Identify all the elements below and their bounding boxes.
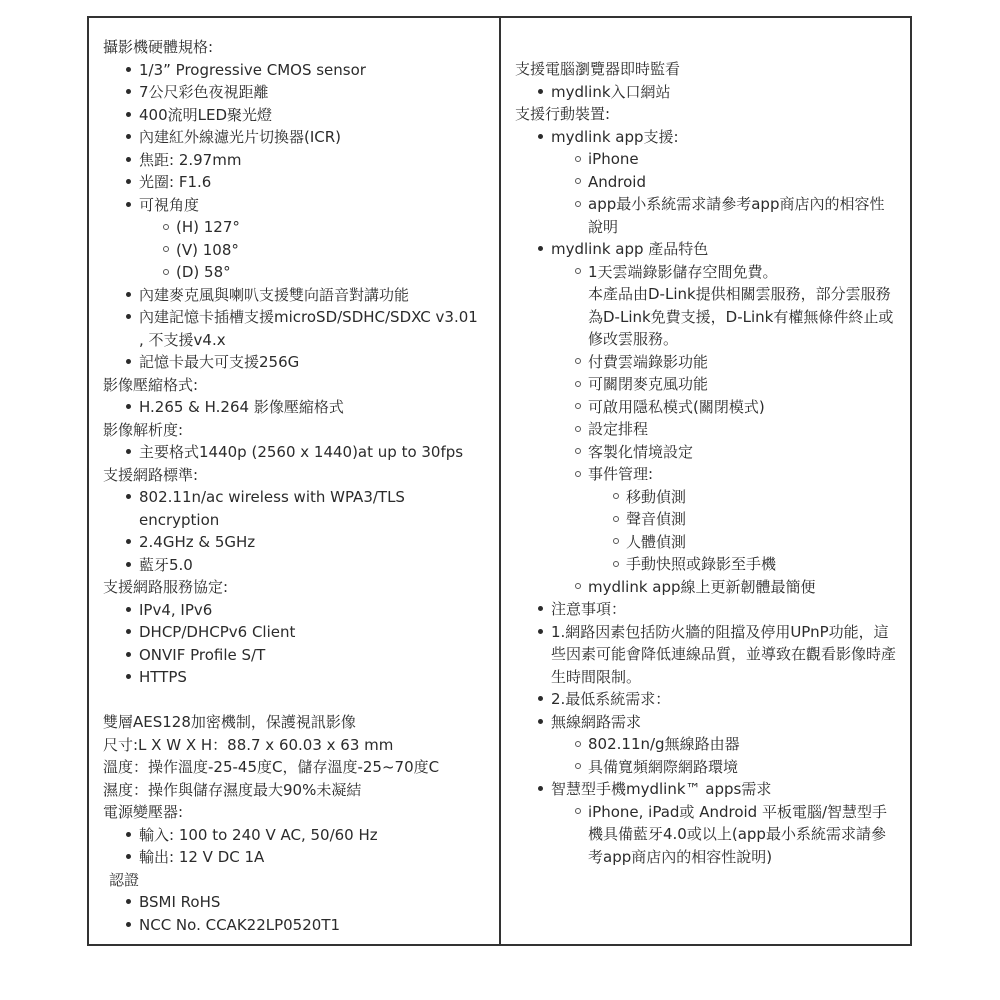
list-item: 7公尺彩色夜視距離: [103, 81, 499, 104]
list-item: 內建紅外線濾光片切換器(ICR): [103, 126, 499, 149]
list-item: 2.最低系統需求：: [515, 688, 910, 711]
list-item: 可啟用隱私模式(關閉模式): [551, 396, 910, 419]
resolution-list: [103, 441, 499, 464]
list-item: 智慧型手機mydlink™ apps需求 iPhone, iPad或 Android 平板電腦/智慧型手 機具備藍牙4.0或以上(app最小系統需求請參 考app商店內的相容性說明): [515, 778, 910, 868]
list-item: 1天雲端錄影儲存空間免費。 本產品由D-Link提供相關雲服務，部分雲服務 為D-Link免費支援，D-Link有權無條件終止或 修改雲服務。: [551, 261, 910, 351]
list-item: 1/3” Progressive CMOS sensor: [103, 59, 499, 82]
list-item: NCC No. CCAK22LP0520T1: [103, 914, 499, 937]
list-item: 可視角度 (H) 127° (V) 108° (D) 58°: [103, 194, 499, 284]
list-item: (D) 58°: [139, 261, 499, 284]
list-item: mydlink app線上更新韌體最簡便: [551, 576, 910, 599]
list-item: 可關閉麥克風功能: [551, 373, 910, 396]
feature-list: [551, 261, 910, 599]
view-angle-list: [139, 216, 499, 284]
list-item: 具備寬頻網際網路環境: [551, 756, 910, 779]
compression-heading: 影像壓縮格式:: [103, 375, 199, 394]
list-item: 聲音偵測: [588, 508, 910, 531]
list-item: 802.11n/g無線路由器: [551, 733, 910, 756]
list-item: 輸入: 100 to 240 V AC, 50/60 Hz: [103, 824, 499, 847]
list-item: 焦距: 2.97mm: [103, 149, 499, 172]
dimensions-text: 尺寸:L X W X H：88.7 x 60.03 x 63 mm: [103, 735, 394, 754]
network-list: [103, 486, 499, 576]
list-item: 記憶卡最大可支援256G: [103, 351, 499, 374]
spec-column-right: [501, 18, 910, 944]
list-item: 客製化情境設定: [551, 441, 910, 464]
spec-column-left: [89, 18, 501, 944]
camera-spec-heading: 攝影機硬體規格:: [103, 38, 214, 56]
list-item: 400流明LED聚光燈: [103, 104, 499, 127]
list-item: 無線網路需求 802.11n/g無線路由器 具備寬頻網際網路環境: [515, 711, 910, 779]
list-item: 付費雲端錄影功能: [551, 351, 910, 374]
list-item: HTTPS: [103, 666, 499, 689]
cert-heading: 認證: [109, 870, 140, 889]
list-item: (V) 108°: [139, 239, 499, 262]
humidity-text: 濕度：操作與儲存濕度最大90%未凝結: [103, 780, 362, 799]
browser-heading: 支援電腦瀏覽器即時監看: [515, 60, 681, 78]
compression-list: [103, 396, 499, 419]
protocol-list: [103, 599, 499, 689]
list-item: mydlink入口網站: [515, 81, 910, 104]
list-item: 光圈: F1.6: [103, 171, 499, 194]
list-item: 移動偵測: [588, 486, 910, 509]
protocol-heading: 支援網路服務協定:: [103, 578, 229, 596]
list-item: 手動快照或錄影至手機: [588, 553, 910, 576]
list-item: 2.4GHz & 5GHz: [103, 531, 499, 554]
mobile-heading: 支援行動裝置:: [515, 105, 611, 123]
spacer: [103, 689, 499, 712]
list-item: 主要格式1440p (2560 x 1440)at up to 30fps: [103, 441, 499, 464]
list-item: ONVIF Profile S/T: [103, 644, 499, 667]
list-item: Android: [551, 171, 910, 194]
list-item: 藍牙5.0: [103, 554, 499, 577]
smart-req-list: [551, 801, 910, 869]
power-list: [103, 824, 499, 869]
list-item: H.265 & H.264 影像壓縮格式: [103, 396, 499, 419]
network-heading: 支援網路標準:: [103, 465, 199, 484]
list-item: BSMI RoHS: [103, 891, 499, 914]
spec-table: [87, 16, 912, 946]
power-heading: 電源變壓器:: [103, 803, 184, 821]
wireless-req-list: [551, 733, 910, 778]
list-item: app最小系統需求請參考app商店內的相容性 說明: [551, 193, 910, 238]
list-item: mydlink app支援: iPhone Android app最小系統需求請參考app商店內的相容性 說明: [515, 126, 910, 239]
event-list: [588, 486, 910, 576]
list-item: (H) 127°: [139, 216, 499, 239]
list-item: 內建麥克風與喇叭支援雙向語音對講功能: [103, 284, 499, 307]
browser-list: [515, 81, 910, 104]
platform-list: [551, 148, 910, 238]
temperature-text: 溫度：操作溫度-25-45度C，儲存溫度-25~70度C: [103, 758, 440, 776]
list-item: 輸出: 12 V DC 1A: [103, 846, 499, 869]
list-item: 注意事項：: [515, 598, 910, 621]
cert-list: [103, 891, 499, 936]
list-item: iPhone, iPad或 Android 平板電腦/智慧型手 機具備藍牙4.0或以上(app最小系統需求請參 考app商店內的相容性說明): [551, 801, 910, 869]
list-item: mydlink app 產品特色 1天雲端錄影儲存空間免費。 本產品由D-Link提供相關雲服務，部分雲服務 為D-Link免費支援，D-Link有權無條件終止或 修改雲服務。 付費雲端錄影功能 可關閉麥克風功能 可啟用隱私模式(關閉模式) 設定排程 客製化情境設定 事件管理: 移動偵測 聲音偵測 人體偵測 手動快照或錄影至手機 mydlink app線上更新韌體最簡便: [515, 238, 910, 598]
encryption-text: 雙層AES128加密機制，保護視訊影像: [103, 713, 356, 731]
camera-spec-list: [103, 59, 499, 374]
list-item: 設定排程: [551, 418, 910, 441]
list-item: 802.11n/ac wireless with WPA3/TLS encryption: [103, 486, 499, 531]
list-item: DHCP/DHCPv6 Client: [103, 621, 499, 644]
list-item: IPv4, IPv6: [103, 599, 499, 622]
list-item: 人體偵測: [588, 531, 910, 554]
list-item: 內建記憶卡插槽支援microSD/SDHC/SDXC v3.01 , 不支援v4.x: [103, 306, 499, 351]
list-item: 事件管理: 移動偵測 聲音偵測 人體偵測 手動快照或錄影至手機: [551, 463, 910, 576]
resolution-heading: 影像解析度:: [103, 420, 184, 439]
list-item: 1.網路因素包括防火牆的阻擋及停用UPnP功能，這 些因素可能會降低連線品質，並導致在觀看影像時產 生時間限制。: [515, 621, 910, 689]
list-item: iPhone: [551, 148, 910, 171]
mobile-list: [515, 126, 910, 869]
